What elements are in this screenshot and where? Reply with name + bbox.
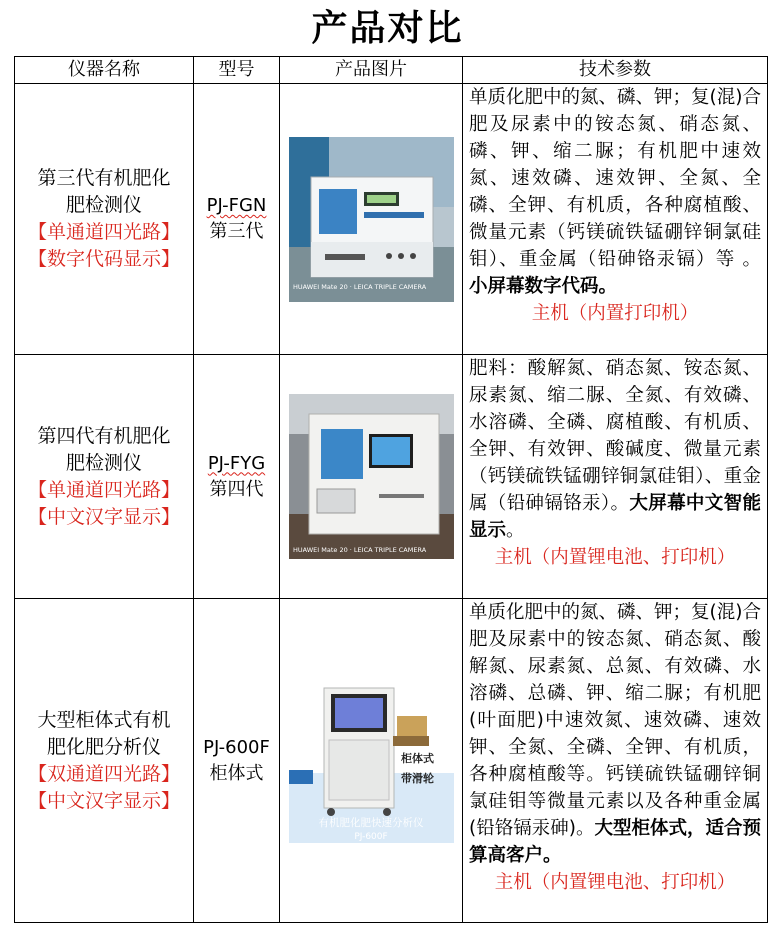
display-tag: 【中文汉字显示】 [27, 505, 180, 528]
model-cell [194, 84, 280, 355]
model-generation: 第四代 [209, 478, 264, 500]
spec-highlight: 大型柜体式，适合预算高客户。 [469, 818, 761, 866]
tech-specs: 单质化肥中的氮、磷、钾；复(混)合肥及尿素中的铵态氮、硝态氮、磷、钾、缩二脲；有机肥中速效氮、速效磷、速效钾、全氮、全磷、全钾、有机质，各种腐植酸、微量元素（钙镁硫铁锰硼锌铜氯硅钼）、重金属（铅砷铬汞镉）等 。小屏幕数字代码。 主机（内置打印机） [463, 84, 768, 355]
model-cell [194, 599, 280, 923]
product-photo-cell [280, 355, 463, 599]
photo-caption: HUAWEI Mate 20 · LEICA TRIPLE CAMERA [292, 546, 426, 554]
host-info: 主机（内置锂电池、打印机） [494, 872, 736, 893]
product-photo-600f [289, 678, 454, 843]
spec-highlight: 大屏幕中文智能显示 [469, 493, 761, 541]
model-code: PJ-FYG [207, 452, 266, 474]
photo-caption: HUAWEI Mate 20 · LEICA TRIPLE CAMERA [292, 282, 426, 291]
model-code: PJ-FGN [206, 195, 267, 216]
product-photo-fyg [289, 394, 454, 559]
header-specs: 技术参数 [463, 57, 768, 84]
channel-tag: 【双通道四光路】 [27, 762, 180, 785]
tech-specs: 肥料：酸解氮、硝态氮、铵态氮、尿素氮、缩二脲、全氮、有效磷、水溶磷、全磷、腐植酸、有机质、全钾、有效钾、酸碱度、微量元素（钙镁硫铁锰硼锌铜氯硅钼）、重金属（铅砷镉铬汞）。大屏幕中文智能显示。 主机（内置锂电池、打印机） [463, 355, 768, 599]
display-tag: 【中文汉字显示】 [27, 789, 180, 812]
photo-label-model: PJ-600F [353, 832, 388, 842]
channel-tag: 【单通道四光路】 [27, 221, 180, 243]
channel-tag: 【单通道四光路】 [27, 478, 180, 501]
header-image: 产品图片 [280, 57, 463, 84]
instrument-name: 大型柜体式有机 肥化肥分析仪 【双通道四光路】 【中文汉字显示】 [15, 599, 194, 923]
product-photo-cell [280, 599, 463, 923]
model-generation: 柜体式 [209, 762, 264, 784]
page-title: 产品对比 [311, 8, 464, 49]
tech-specs: 单质化肥中的氮、磷、钾；复(混)合肥及尿素中的铵态氮、硝态氮、酸解氮、尿素氮、总氮、有效磷、水溶磷、总磷、钾、缩二脲；有机肥(叶面肥)中速效氮、速效磷、速效钾、全氮、全磷、全钾、有机质，各种腐植酸等。钙镁硫铁锰硼锌铜氯硅钼等微量元素以及各种重金属(铅铬镉汞砷)。大型柜体式，适合预算高客户。 主机（内置锂电池、打印机） [463, 599, 768, 923]
table-header-row [15, 57, 768, 84]
header-model: 型号 [194, 57, 280, 84]
photo-label-product: 有机肥化肥快速分析仪 [318, 817, 423, 829]
instrument-name: 第四代有机肥化 肥检测仪 【单通道四光路】 【中文汉字显示】 [15, 355, 194, 599]
display-tag: 【数字代码显示】 [27, 248, 180, 270]
table-row [15, 355, 768, 599]
product-comparison-table [14, 56, 768, 923]
photo-label-wheels: 带滑轮 [400, 772, 434, 785]
product-photo-cell [280, 84, 463, 355]
host-info: 主机（内置打印机） [531, 303, 699, 324]
photo-label-cabinet: 柜体式 [400, 752, 434, 765]
model-generation: 第三代 [209, 221, 264, 242]
model-cell [194, 355, 280, 599]
model-code: PJ-600F [203, 736, 270, 758]
spec-highlight: 小屏幕数字代码。 [469, 276, 618, 297]
table-row [15, 84, 768, 355]
table-row [15, 599, 768, 923]
product-photo-fgn [289, 137, 454, 302]
header-name: 仪器名称 [15, 57, 194, 84]
instrument-name: 第三代有机肥化 肥检测仪 【单通道四光路】 【数字代码显示】 [15, 84, 194, 355]
host-info: 主机（内置锂电池、打印机） [494, 547, 736, 568]
